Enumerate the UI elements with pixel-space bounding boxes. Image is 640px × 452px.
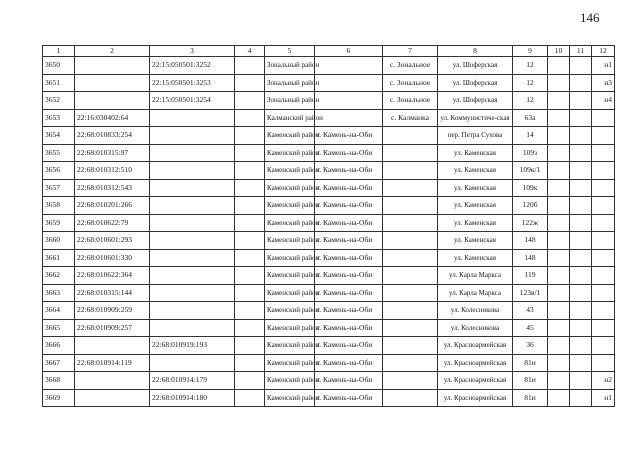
- row-number: 3650: [43, 57, 75, 75]
- cadastral-number: [75, 57, 150, 75]
- table-row: [43, 389, 615, 407]
- table-row: [43, 354, 615, 372]
- cadastral-number: 22:68:010315:97: [75, 144, 150, 162]
- cell-col4: [235, 249, 265, 267]
- house-number: 109к/1: [513, 162, 548, 180]
- cadastral-number: 22:68:010312:543: [75, 179, 150, 197]
- cadastral-number-building: [150, 214, 235, 232]
- village-cell: [383, 232, 438, 250]
- cadastral-number: 22:68:010312:510: [75, 162, 150, 180]
- cell-col10: [548, 372, 570, 390]
- cell-col4: [235, 337, 265, 355]
- house-number: 12: [513, 74, 548, 92]
- house-number: 45: [513, 319, 548, 337]
- cell-col11: [570, 144, 592, 162]
- city-cell: г. Камень-на-Оби: [315, 267, 383, 285]
- premises-number: [592, 162, 615, 180]
- street-cell: ул. Колесникова: [438, 302, 513, 320]
- cell-col10: [548, 302, 570, 320]
- village-cell: с. Зональное: [383, 92, 438, 110]
- cell-col4: [235, 57, 265, 75]
- cell-col4: [235, 109, 265, 127]
- cell-col10: [548, 74, 570, 92]
- row-number: 3660: [43, 232, 75, 250]
- premises-number: н4: [592, 92, 615, 110]
- street-cell: ул. Колесникова: [438, 319, 513, 337]
- table-row: [43, 92, 615, 110]
- district-cell: Калманский район: [265, 109, 315, 127]
- column-header: 5: [265, 46, 315, 57]
- village-cell: с. Зональное: [383, 74, 438, 92]
- column-header: 3: [150, 46, 235, 57]
- city-cell: [315, 57, 383, 75]
- cadastral-number: [75, 92, 150, 110]
- district-cell: Каменский район: [265, 162, 315, 180]
- cell-col4: [235, 354, 265, 372]
- cadastral-number-building: [150, 302, 235, 320]
- street-cell: пер. Петра Сухова: [438, 127, 513, 145]
- house-number: 148: [513, 232, 548, 250]
- cadastral-number: 22:68:010601:330: [75, 249, 150, 267]
- row-number: 3666: [43, 337, 75, 355]
- house-number: 12: [513, 57, 548, 75]
- street-cell: ул. Шоферская: [438, 57, 513, 75]
- table-row: [43, 337, 615, 355]
- street-cell: ул. Красноармейская: [438, 354, 513, 372]
- row-number: 3669: [43, 389, 75, 407]
- table-row: [43, 179, 615, 197]
- cell-col11: [570, 337, 592, 355]
- cell-col10: [548, 232, 570, 250]
- premises-number: [592, 232, 615, 250]
- cell-col11: [570, 319, 592, 337]
- house-number: 43: [513, 302, 548, 320]
- house-number: 12: [513, 92, 548, 110]
- cell-col4: [235, 232, 265, 250]
- premises-number: [592, 337, 615, 355]
- column-header: 7: [383, 46, 438, 57]
- village-cell: [383, 302, 438, 320]
- cadastral-number-building: 22:15:050501:3253: [150, 74, 235, 92]
- table-row: [43, 249, 615, 267]
- city-cell: [315, 109, 383, 127]
- cell-col4: [235, 372, 265, 390]
- cadastral-number: 22:16:030402:64: [75, 109, 150, 127]
- table-row: [43, 197, 615, 215]
- cadastral-number: 22:68:010909:257: [75, 319, 150, 337]
- house-number: 120б: [513, 197, 548, 215]
- district-cell: Каменский район: [265, 127, 315, 145]
- district-cell: Зональный район: [265, 92, 315, 110]
- table-row: [43, 302, 615, 320]
- premises-number: [592, 127, 615, 145]
- district-cell: Каменский район: [265, 197, 315, 215]
- district-cell: Каменский район: [265, 249, 315, 267]
- district-cell: Каменский район: [265, 319, 315, 337]
- cell-col4: [235, 144, 265, 162]
- premises-number: [592, 319, 615, 337]
- table-row: [43, 232, 615, 250]
- street-cell: ул. Красноармейская: [438, 389, 513, 407]
- house-number: 122ж: [513, 214, 548, 232]
- premises-number: [592, 302, 615, 320]
- cadastral-number-building: [150, 162, 235, 180]
- village-cell: [383, 249, 438, 267]
- table-row: [43, 162, 615, 180]
- premises-number: н1: [592, 57, 615, 75]
- cell-col11: [570, 92, 592, 110]
- village-cell: [383, 144, 438, 162]
- cell-col11: [570, 372, 592, 390]
- cell-col11: [570, 302, 592, 320]
- street-cell: ул. Карла Маркса: [438, 284, 513, 302]
- house-number: 123в/1: [513, 284, 548, 302]
- street-cell: ул. Шоферская: [438, 92, 513, 110]
- cell-col4: [235, 319, 265, 337]
- cadastral-number-building: [150, 232, 235, 250]
- cell-col11: [570, 127, 592, 145]
- row-number: 3657: [43, 179, 75, 197]
- cell-col11: [570, 74, 592, 92]
- cell-col11: [570, 214, 592, 232]
- column-header: 12: [592, 46, 615, 57]
- cadastral-number-building: 22:68:010919:193: [150, 337, 235, 355]
- district-cell: Каменский район: [265, 389, 315, 407]
- district-cell: Зональный район: [265, 57, 315, 75]
- header-row: [43, 46, 615, 57]
- cell-col4: [235, 179, 265, 197]
- cadastral-number-building: [150, 284, 235, 302]
- cell-col10: [548, 162, 570, 180]
- cell-col11: [570, 57, 592, 75]
- cell-col10: [548, 354, 570, 372]
- cell-col4: [235, 162, 265, 180]
- table-row: [43, 109, 615, 127]
- cadastral-number: [75, 372, 150, 390]
- cadastral-number-building: 22:15:050501:3254: [150, 92, 235, 110]
- row-number: 3662: [43, 267, 75, 285]
- street-cell: ул. Коммунистиче-ская: [438, 109, 513, 127]
- cadastral-number: 22:68:010833:254: [75, 127, 150, 145]
- cadastral-number-building: [150, 179, 235, 197]
- street-cell: ул. Каменская: [438, 249, 513, 267]
- cadastral-number-building: [150, 354, 235, 372]
- house-number: 119: [513, 267, 548, 285]
- premises-number: [592, 354, 615, 372]
- cadastral-number-building: 22:15:050501:3252: [150, 57, 235, 75]
- page-number: 146: [580, 10, 600, 25]
- village-cell: [383, 127, 438, 145]
- city-cell: г. Камень-на-Оби: [315, 214, 383, 232]
- city-cell: г. Камень-на-Оби: [315, 179, 383, 197]
- premises-number: [592, 109, 615, 127]
- table-row: [43, 144, 615, 162]
- village-cell: [383, 284, 438, 302]
- column-header: 4: [235, 46, 265, 57]
- house-number: 81и: [513, 372, 548, 390]
- cell-col11: [570, 267, 592, 285]
- column-header: 9: [513, 46, 548, 57]
- cell-col4: [235, 197, 265, 215]
- cell-col11: [570, 162, 592, 180]
- house-number: 36: [513, 337, 548, 355]
- cell-col11: [570, 389, 592, 407]
- city-cell: г. Камень-на-Оби: [315, 319, 383, 337]
- premises-number: [592, 249, 615, 267]
- city-cell: г. Камень-на-Оби: [315, 249, 383, 267]
- cell-col10: [548, 57, 570, 75]
- table-row: [43, 372, 615, 390]
- cadastral-number: 22:68:010909:259: [75, 302, 150, 320]
- house-number: 14: [513, 127, 548, 145]
- cell-col4: [235, 284, 265, 302]
- house-number: 81и: [513, 389, 548, 407]
- column-header: 8: [438, 46, 513, 57]
- cadastral-number: [75, 389, 150, 407]
- cell-col10: [548, 144, 570, 162]
- cell-col10: [548, 389, 570, 407]
- cadastral-number-building: [150, 267, 235, 285]
- premises-number: н3: [592, 74, 615, 92]
- district-cell: Каменский район: [265, 179, 315, 197]
- row-number: 3667: [43, 354, 75, 372]
- cadastral-number: 22:68:010315:144: [75, 284, 150, 302]
- village-cell: [383, 354, 438, 372]
- cadastral-number: [75, 74, 150, 92]
- cell-col11: [570, 232, 592, 250]
- city-cell: г. Камень-на-Оби: [315, 197, 383, 215]
- cadastral-number: [75, 337, 150, 355]
- cell-col4: [235, 74, 265, 92]
- city-cell: г. Камень-на-Оби: [315, 302, 383, 320]
- cadastral-number: 22:68:010622:364: [75, 267, 150, 285]
- table-row: [43, 74, 615, 92]
- district-cell: Каменский район: [265, 232, 315, 250]
- cadastral-number-building: 22:68:010914:180: [150, 389, 235, 407]
- cadastral-number-building: [150, 109, 235, 127]
- village-cell: [383, 179, 438, 197]
- city-cell: [315, 92, 383, 110]
- street-cell: ул. Каменская: [438, 144, 513, 162]
- city-cell: г. Камень-на-Оби: [315, 354, 383, 372]
- village-cell: [383, 197, 438, 215]
- row-number: 3654: [43, 127, 75, 145]
- house-number: 148: [513, 249, 548, 267]
- village-cell: с. Калманка: [383, 109, 438, 127]
- cell-col10: [548, 319, 570, 337]
- table-header: [43, 46, 615, 57]
- cell-col10: [548, 92, 570, 110]
- cell-col11: [570, 249, 592, 267]
- village-cell: [383, 267, 438, 285]
- row-number: 3665: [43, 319, 75, 337]
- house-number: 109з: [513, 144, 548, 162]
- premises-number: [592, 144, 615, 162]
- registry-table: [42, 45, 615, 407]
- cell-col10: [548, 267, 570, 285]
- premises-number: [592, 267, 615, 285]
- premises-number: [592, 214, 615, 232]
- cell-col4: [235, 302, 265, 320]
- street-cell: ул. Красноармейская: [438, 372, 513, 390]
- table-row: [43, 57, 615, 75]
- table-row: [43, 319, 615, 337]
- street-cell: ул. Каменская: [438, 179, 513, 197]
- street-cell: ул. Красноармейская: [438, 337, 513, 355]
- cell-col11: [570, 197, 592, 215]
- cell-col10: [548, 197, 570, 215]
- table-row: [43, 284, 615, 302]
- street-cell: ул. Каменская: [438, 197, 513, 215]
- premises-number: н2: [592, 372, 615, 390]
- cell-col10: [548, 179, 570, 197]
- cadastral-number: 22:68:010201:266: [75, 197, 150, 215]
- cell-col10: [548, 127, 570, 145]
- city-cell: [315, 74, 383, 92]
- cell-col10: [548, 337, 570, 355]
- column-header: 1: [43, 46, 75, 57]
- cadastral-number: 22:68:010622:79: [75, 214, 150, 232]
- row-number: 3651: [43, 74, 75, 92]
- cell-col11: [570, 354, 592, 372]
- cell-col4: [235, 92, 265, 110]
- village-cell: [383, 319, 438, 337]
- street-cell: ул. Каменская: [438, 214, 513, 232]
- district-cell: Каменский район: [265, 302, 315, 320]
- row-number: 3652: [43, 92, 75, 110]
- street-cell: ул. Каменская: [438, 232, 513, 250]
- table-row: [43, 127, 615, 145]
- cell-col10: [548, 249, 570, 267]
- city-cell: г. Камень-на-Оби: [315, 127, 383, 145]
- cell-col4: [235, 267, 265, 285]
- row-number: 3658: [43, 197, 75, 215]
- district-cell: Каменский район: [265, 337, 315, 355]
- premises-number: н1: [592, 389, 615, 407]
- street-cell: ул. Шоферская: [438, 74, 513, 92]
- city-cell: г. Камень-на-Оби: [315, 284, 383, 302]
- row-number: 3659: [43, 214, 75, 232]
- cadastral-number-building: [150, 127, 235, 145]
- row-number: 3661: [43, 249, 75, 267]
- column-header: 11: [570, 46, 592, 57]
- district-cell: Каменский район: [265, 372, 315, 390]
- village-cell: [383, 337, 438, 355]
- row-number: 3664: [43, 302, 75, 320]
- cell-col10: [548, 284, 570, 302]
- column-header: 10: [548, 46, 570, 57]
- village-cell: [383, 389, 438, 407]
- row-number: 3653: [43, 109, 75, 127]
- cadastral-number-building: [150, 249, 235, 267]
- row-number: 3668: [43, 372, 75, 390]
- district-cell: Зональный район: [265, 74, 315, 92]
- village-cell: [383, 162, 438, 180]
- city-cell: г. Камень-на-Оби: [315, 232, 383, 250]
- cell-col10: [548, 109, 570, 127]
- cell-col10: [548, 214, 570, 232]
- premises-number: [592, 179, 615, 197]
- cadastral-number-building: [150, 144, 235, 162]
- cell-col4: [235, 127, 265, 145]
- cell-col11: [570, 284, 592, 302]
- column-header: 2: [75, 46, 150, 57]
- cadastral-number-building: 22:68:010914:179: [150, 372, 235, 390]
- table-row: [43, 267, 615, 285]
- city-cell: г. Камень-на-Оби: [315, 389, 383, 407]
- row-number: 3663: [43, 284, 75, 302]
- district-cell: Каменский район: [265, 214, 315, 232]
- village-cell: [383, 214, 438, 232]
- table-row: [43, 214, 615, 232]
- cadastral-number: 22:68:010601:293: [75, 232, 150, 250]
- village-cell: [383, 372, 438, 390]
- cell-col4: [235, 214, 265, 232]
- cadastral-number-building: [150, 319, 235, 337]
- district-cell: Каменский район: [265, 267, 315, 285]
- house-number: 81и: [513, 354, 548, 372]
- district-cell: Каменский район: [265, 144, 315, 162]
- cadastral-number-building: [150, 197, 235, 215]
- village-cell: с. Зональное: [383, 57, 438, 75]
- city-cell: г. Камень-на-Оби: [315, 144, 383, 162]
- street-cell: ул. Карла Маркса: [438, 267, 513, 285]
- cadastral-number: 22:68:010914:119: [75, 354, 150, 372]
- premises-number: [592, 284, 615, 302]
- cell-col11: [570, 109, 592, 127]
- cell-col4: [235, 389, 265, 407]
- street-cell: ул. Каменская: [438, 162, 513, 180]
- district-cell: Каменский район: [265, 354, 315, 372]
- house-number: 109к: [513, 179, 548, 197]
- row-number: 3655: [43, 144, 75, 162]
- city-cell: г. Камень-на-Оби: [315, 162, 383, 180]
- city-cell: г. Камень-на-Оби: [315, 337, 383, 355]
- district-cell: Каменский район: [265, 284, 315, 302]
- city-cell: г. Камень-на-Оби: [315, 372, 383, 390]
- premises-number: [592, 197, 615, 215]
- table-body: [43, 57, 615, 407]
- column-header: 6: [315, 46, 383, 57]
- row-number: 3656: [43, 162, 75, 180]
- cell-col11: [570, 179, 592, 197]
- house-number: 63а: [513, 109, 548, 127]
